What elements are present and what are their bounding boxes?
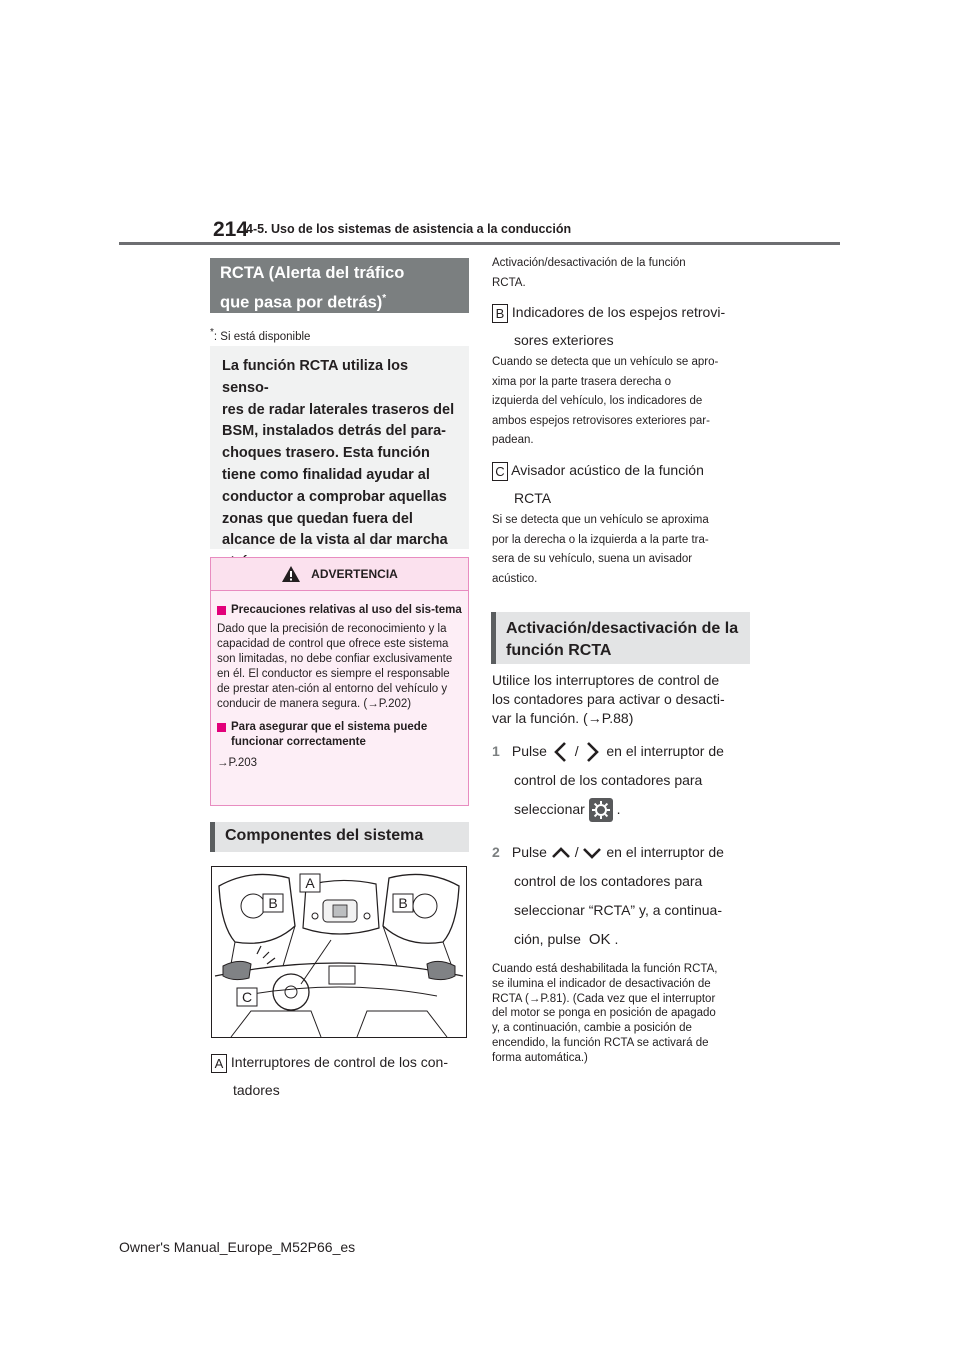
step-2-line4 <box>492 925 757 954</box>
activation-intro <box>492 671 725 728</box>
note-line: Cuando está deshabilitada la función RCTA, <box>492 963 718 975</box>
step-2-period: . <box>614 931 619 947</box>
illustration-label-b-right: B <box>398 895 408 911</box>
component-b <box>492 298 757 354</box>
warning-header <box>211 558 468 591</box>
activation-title-line2: función RCTA <box>506 642 612 659</box>
warning-body <box>211 591 468 771</box>
component-c-label: C <box>492 462 508 481</box>
warning-item-2-title: Para asegurar que el sistema puede funcionar correctamente <box>231 721 428 748</box>
availability-note <box>210 325 310 345</box>
intro-box <box>210 346 469 549</box>
step-1-pulse: Pulse <box>511 743 547 759</box>
rcta-title-line2: que pasa por detrás) <box>220 293 383 312</box>
intro-line: La función RCTA utiliza los senso- <box>222 358 409 396</box>
warning-triangle-icon <box>281 565 301 583</box>
component-a-line1: Interruptores de control de los con- <box>230 1054 449 1070</box>
component-b-label: B <box>492 304 508 323</box>
rcta-title-asterisk: * <box>382 293 387 304</box>
chevron-right-icon <box>582 741 602 763</box>
availability-text: : Si está disponible <box>213 330 311 343</box>
component-c-line1: Avisador acústico de la función <box>511 462 704 478</box>
step-1-number: 1 <box>492 743 500 759</box>
header-rule <box>119 242 840 245</box>
warning-title: ADVERTENCIA <box>311 567 398 581</box>
availability-mark: * <box>210 327 214 338</box>
step-2-line2: control de los contadores para <box>514 873 703 889</box>
intro-line: res de radar laterales traseros del <box>222 401 455 418</box>
component-c-line1-wrap <box>492 456 757 484</box>
step-1-period: . <box>616 801 621 817</box>
step-2-line3: seleccionar “RCTA” y, a continua- <box>514 902 722 918</box>
component-b-desc <box>492 353 718 451</box>
activation-intro-line: var la función. (→P.88) <box>492 710 634 726</box>
component-b-desc-line: Cuando se detecta que un vehículo se apro- <box>492 356 719 368</box>
component-a <box>211 1048 471 1104</box>
component-b-line1-wrap <box>492 298 757 326</box>
warning-item-2-text: →P.203 <box>217 757 258 769</box>
component-c-desc <box>492 511 709 589</box>
note-line: forma automática.) <box>492 1051 588 1064</box>
component-c-desc-line: sera de su vehículo, suena un avisador <box>492 553 693 565</box>
component-c <box>492 456 757 512</box>
rcta-title-line1: RCTA (Alerta del tráfico <box>220 264 405 282</box>
chevron-up-icon <box>551 846 571 860</box>
component-b-line2: sores exteriores <box>514 332 614 348</box>
activation-title-line1: Activación/desactivación de la <box>506 620 739 637</box>
chapter-title: 4-5. Uso de los sistemas de asistencia a la conducción <box>246 222 572 236</box>
warning-item-1-text: Dado que la precisión de reconocimiento y la capacidad de control que ofrece este sistema son limitadas, no debe confiar exclusivamente en él. El conductor es siempre el responsable de prestar aten-ción al entorno del vehículo y conducir de manera segura. (→P.202) <box>217 623 453 710</box>
intro-line: choques trasero. Esta función <box>222 445 430 462</box>
activation-intro-line: los contadores para activar o desacti- <box>492 691 725 707</box>
warning-item-2 <box>217 720 462 750</box>
step-2-pulse: Pulse <box>511 844 547 860</box>
illustration-label-a: A <box>305 875 315 891</box>
note-line: RCTA (→P.81). (Cada vez que el interruptor <box>492 992 716 1005</box>
intro-line: BSM, instalados detrás del para- <box>222 423 447 440</box>
component-b-desc-line: ambos espejos retrovisores exteriores par- <box>492 414 710 427</box>
component-b-desc-line: xima por la parte trasera derecha o <box>492 375 671 388</box>
component-c-desc-line: acústico. <box>492 572 538 585</box>
component-b-desc-line: padean. <box>492 434 534 446</box>
illustration-label-b-left: B <box>268 895 278 911</box>
system-components-illustration <box>211 866 467 1038</box>
step-1-rest: en el interruptor de <box>606 743 724 759</box>
component-a-label: A <box>211 1054 227 1073</box>
rcta-note <box>492 962 717 1066</box>
step-2 <box>492 838 757 954</box>
activation-intro-line: Utilice los interruptores de control de <box>492 672 720 688</box>
component-c-desc-line: por la derecha o la izquierda a la parte tra- <box>492 533 709 546</box>
component-a-line1-wrap <box>211 1048 471 1076</box>
chevron-down-icon <box>582 846 602 860</box>
rcta-section-title <box>210 258 469 313</box>
note-line: del motor se ponga en posición de apagado <box>492 1007 716 1020</box>
step-1-line1 <box>492 737 757 766</box>
step-2-number: 2 <box>492 844 500 860</box>
note-line: se ilumina el indicador de desactivación de <box>492 977 711 990</box>
components-section-title <box>210 822 469 852</box>
bullet-square-icon <box>217 723 226 732</box>
step-2-press: ción, pulse <box>514 931 581 947</box>
step-2-separator: / <box>574 844 579 860</box>
component-b-line1: Indicadores de los espejos retrovi- <box>511 304 726 320</box>
step-1 <box>492 737 757 824</box>
chevron-left-icon <box>551 741 571 763</box>
component-c-desc-line: Si se detecta que un vehículo se aproxima <box>492 514 709 526</box>
step-1-line2: control de los contadores para <box>514 772 703 788</box>
illustration-label-c: C <box>241 989 253 1005</box>
component-a-line2: tadores <box>233 1082 280 1098</box>
warning-item-1-title: Precauciones relativas al uso del sis-tema <box>231 604 462 616</box>
step-1-select: seleccionar <box>514 801 585 817</box>
component-a-desc-line2: RCTA. <box>492 276 526 289</box>
warning-box <box>210 557 469 806</box>
warning-item-1 <box>217 603 462 618</box>
step-2-rest: en el interruptor de <box>606 844 724 860</box>
note-line: encendido, la función RCTA se activará de <box>492 1036 709 1049</box>
bullet-square-icon <box>217 606 226 615</box>
component-a-desc <box>492 254 686 293</box>
intro-line: zonas que quedan fuera del <box>222 510 413 527</box>
settings-gear-icon <box>589 798 613 822</box>
intro-line: alcance de la vista al dar marcha <box>222 532 448 549</box>
step-1-separator: / <box>574 743 579 759</box>
step-2-line1 <box>492 838 757 867</box>
activation-section-title <box>491 612 750 664</box>
ok-button-icon: OK <box>588 931 611 948</box>
component-b-desc-line: izquierda del vehículo, los indicadores de <box>492 395 703 407</box>
components-title: Componentes del sistema <box>225 827 424 844</box>
step-1-line3 <box>492 795 757 824</box>
component-a-desc-line1: Activación/desactivación de la función <box>492 257 686 269</box>
component-c-line2: RCTA <box>514 490 552 506</box>
footer-text: Owner's Manual_Europe_M52P66_es <box>119 1239 356 1255</box>
intro-line: conductor a comprobar aquellas <box>222 488 447 505</box>
intro-line: tiene como finalidad ayudar al <box>222 466 430 483</box>
note-line: y, a continuación, cambie a posición de <box>492 1022 692 1035</box>
page-number: 214 <box>213 218 249 241</box>
rcta-title-line2-wrap <box>220 286 459 316</box>
